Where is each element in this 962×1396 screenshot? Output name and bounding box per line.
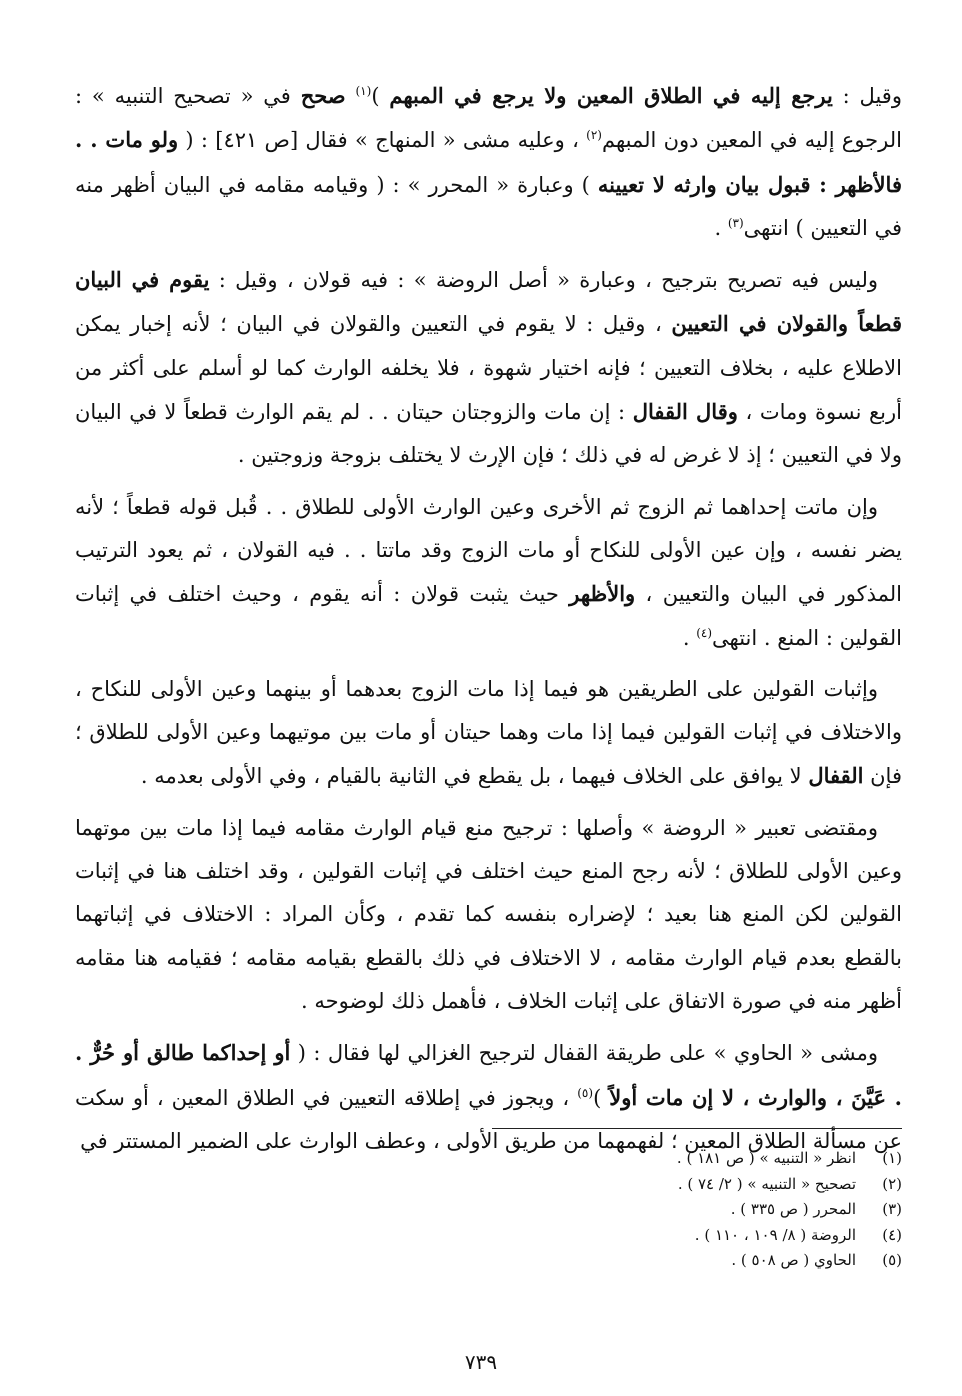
- footnote-number: (١): [882, 1149, 902, 1167]
- text-segment: وقيل :: [832, 84, 902, 108]
- footnote-1: [202, 1146, 902, 1172]
- footnote-reference: (٤): [696, 625, 713, 640]
- footnote-reference: (١): [355, 84, 372, 98]
- page-number: ٧٣٩: [464, 1350, 498, 1374]
- paragraph-6: [75, 1031, 902, 1163]
- text-segment: .: [714, 215, 728, 240]
- text-segment: .: [682, 625, 697, 650]
- text-segment: في « تصحيح التنبيه » : الرجوع إليه في المعين دون المبهم: [75, 84, 902, 153]
- text-segment: ، ويجوز في إطلاقه التعيين في الطلاق المعين ، أو سكت عن مسألة الطلاق المعين ؛ لفهمهما من طريق الأولى ، وعطف الوارث على الضمير المستتر في: [75, 1085, 902, 1153]
- text-segment: وليس فيه تصريح بترجيح ، وعبارة « أصل الروضة » : فيه قولان ، وقيل :: [209, 268, 878, 293]
- footnote-number: (٥): [882, 1251, 902, 1269]
- footnote-text: المحرر ( ص ٣٣٥ ) .: [730, 1200, 856, 1218]
- text-segment: ): [593, 1085, 610, 1110]
- paragraph-2: [75, 258, 902, 477]
- text-segment: وإثبات القولين على الطريقين هو فيما إذا مات الزوج بعدهما أو بينهما وعين الأولى للنكاح ، والاختلاف في إثبات القولين فيما إذا مات وهما حيتان أو مات بين موتيهما وعين الأولى للطلاق ؛ فإن: [75, 676, 902, 789]
- paragraph-5: [75, 807, 902, 1023]
- bold-text-segment: وقال القفال: [632, 399, 738, 425]
- text-segment: ومقتضى تعبير « الروضة » وأصلها : ترجيح منع قيام الوارث مقامه فيما إذا مات بين موتهما وعين الأولى للطلاق ؛ لأنه رجح المنع حيث اختلف في إثبات القولين ، وقد اختلف هنا في إثبات القولين لكن المنع هنا بعيد ؛ لإضراره بنفسه كما تقدم ، وكأن المراد : الاختلاف في إثباتهما بالقطع بعدم قيام الوارث مقامه ، لا الاختلاف في ذلك بالقطع بقيامه مقامه ؛ فقيامه هنا مقامه أظهر منه في صورة الاتفاق على إثبات الخلاف ، فأهمل ذلك لوضوحه .: [75, 815, 902, 1013]
- footnote-4: [202, 1223, 902, 1249]
- footnote-text: انظر « التنبيه » ( ص ١٨١ ) .: [676, 1149, 856, 1167]
- bold-text-segment: صحح: [300, 83, 346, 108]
- main-text: [75, 74, 902, 1163]
- footnote-reference: (٥): [577, 1085, 594, 1100]
- text-segment: حيث يثبت قولان : أنه يقوم ، وحيث اختلف في إثبات القولين : المنع . انتهى: [75, 582, 902, 650]
- footnote-separator: [492, 1128, 902, 1129]
- footnote-3: [202, 1197, 902, 1223]
- text-segment: ، وقيل : لا يقوم في التعيين والقولان في البيان ؛ لأنه إخبار يمكن الاطلاع عليه ، بخلاف التعيين ؛ فإنه اختيار شهوة ، فلا يخلفه الوارث كما لو أسلم على أكثر من أربع نسوة ومات ،: [75, 312, 902, 425]
- footnote-text: تصحيح « التنبيه » ( ٢/ ٧٤ ) .: [677, 1174, 856, 1193]
- footnote-number: (٣): [882, 1200, 902, 1218]
- bold-text-segment: ولو مات . . فالأظهر : قبول بيان وارثه لا تعيينه: [75, 127, 902, 197]
- footnotes: [202, 1146, 902, 1274]
- footnote-text: الروضة ( ٨/ ١٠٩ ، ١١٠ ) .: [694, 1225, 856, 1244]
- footnote-reference: (٣): [727, 215, 744, 230]
- footnote-number: (٤): [882, 1225, 902, 1244]
- footnote-2: [202, 1172, 902, 1198]
- bold-text-segment: أو إحداكما طالق أو حُرٌّ . . عَيَّنَ ، والوارث ، لا إن مات أولاً: [75, 1040, 902, 1110]
- text-segment: ، وعليه مشى « المنهاج » فقال [ص ٤٢١] : (: [178, 128, 587, 153]
- text-segment: وإن ماتت إحداهما ثم الزوج ثم الأخرى وعين الوارث الأولى للطلاق . . قُبل قوله قطعاً ؛ لأنه يضر نفسه ، وإن عين الأولى للنكاح أو مات الزوج وقد ماتتا . . فيه القولان ، ثم يعود الترتيب المذكور في البيان والتعيين ،: [75, 494, 902, 607]
- bold-text-segment: القفال: [808, 763, 864, 789]
- paragraph-1: [75, 74, 902, 250]
- footnote-number: (٢): [882, 1174, 902, 1193]
- text-segment: ): [371, 84, 390, 108]
- footnote-5: [202, 1248, 902, 1274]
- paragraph-3: [75, 486, 902, 660]
- text-segment: لا يوافق على الخلاف فيهما ، بل يقطع في الثانية بالقيام ، وفي الأولى بعدمه .: [140, 764, 809, 789]
- text-segment: : إن مات والزوجتان حيتان . . لم يقم الوارث قطعاً لا في البيان ولا في التعيين ؛ إذ لا غرض له في ذلك ؛ فإن الإرث لا يختلف بزوجة وزوجتين .: [75, 400, 902, 468]
- bold-text-segment: يرجع إليه في الطلاق المعين ولا يرجع في المبهم: [389, 83, 833, 108]
- paragraph-4: [75, 668, 902, 799]
- text-segment: [346, 84, 356, 108]
- text-segment: ) وعبارة « المحرر » : ( وقيامه مقامه في البيان أظهر منه في التعيين ) انتهى: [75, 172, 902, 240]
- bold-text-segment: يقوم في البيان قطعاً والقولان في التعيين: [75, 267, 902, 337]
- bold-text-segment: والأظهر: [569, 581, 636, 607]
- footnote-reference: (٢): [586, 128, 602, 143]
- footnote-text: الحاوي ( ص ٥٠٨ ) .: [731, 1251, 856, 1269]
- text-segment: ومشى « الحاوي » على طريقة القفال لترجيح الغزالي لها فقال : (: [290, 1041, 879, 1066]
